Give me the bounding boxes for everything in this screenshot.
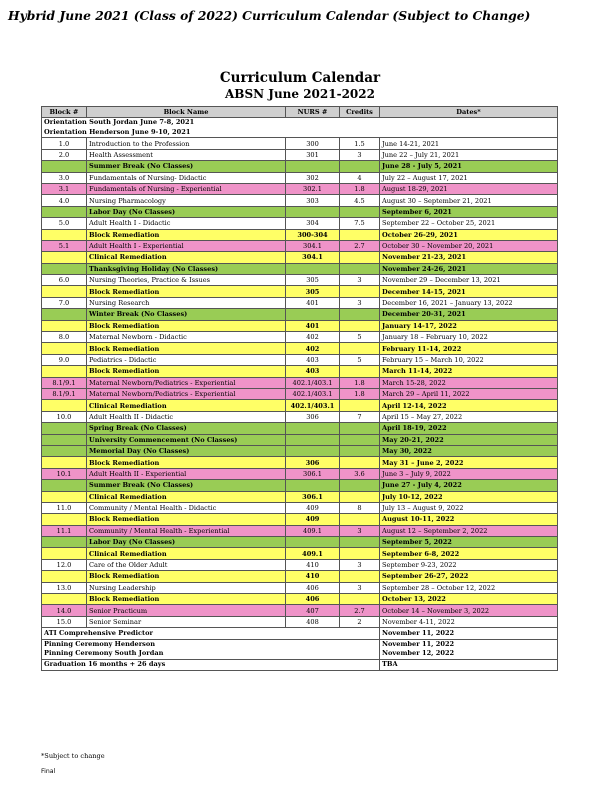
- summary-date: November 11, 2022: [382, 628, 455, 637]
- block-name-cell: Nursing Theories, Practice & Issues: [87, 275, 286, 286]
- calendar-subtitle: ABSN June 2021-2022: [225, 87, 375, 101]
- summary-label-cell: [42, 659, 380, 670]
- block-cell: 5.1: [42, 240, 87, 251]
- credits-cell: [340, 423, 380, 434]
- nurs-cell: [286, 480, 340, 491]
- block-cell: 15.0: [42, 616, 87, 627]
- block-cell: [42, 309, 87, 320]
- credits-cell: 2.7: [340, 240, 380, 251]
- nurs-cell: 402.1/403.1: [286, 388, 340, 399]
- block-name-cell: Winter Break (No Classes): [87, 309, 286, 320]
- final-label: Final: [41, 768, 56, 775]
- block-name-cell: Block Remediation: [87, 457, 286, 468]
- nurs-cell: 401: [286, 297, 340, 308]
- dates-cell: June 22 – July 21, 2021: [380, 149, 558, 160]
- table-row: [42, 332, 558, 343]
- dates-cell: March 11-14, 2022: [380, 366, 558, 377]
- orientation-row: [42, 118, 558, 138]
- block-cell: [42, 366, 87, 377]
- nurs-cell: 303: [286, 195, 340, 206]
- dates-cell: July 22 – August 17, 2021: [380, 172, 558, 183]
- block-name-cell: University Commencement (No Classes): [87, 434, 286, 445]
- block-name-cell: Adult Health I - Didactic: [87, 218, 286, 229]
- nurs-cell: [286, 161, 340, 172]
- nurs-cell: 407: [286, 605, 340, 616]
- block-name-cell: Block Remediation: [87, 320, 286, 331]
- block-cell: 8.0: [42, 332, 87, 343]
- dates-cell: October 13, 2022: [380, 594, 558, 605]
- block-name-cell: Labor Day (No Classes): [87, 537, 286, 548]
- credits-cell: 3: [340, 582, 380, 593]
- block-name-cell: Nursing Leadership: [87, 582, 286, 593]
- credits-cell: [340, 480, 380, 491]
- nurs-cell: 402: [286, 343, 340, 354]
- credits-cell: 3: [340, 525, 380, 536]
- dates-cell: January 18 – February 10, 2022: [380, 332, 558, 343]
- dates-cell: April 18-19, 2022: [380, 423, 558, 434]
- block-name-cell: Clinical Remediation: [87, 548, 286, 559]
- nurs-cell: 306: [286, 411, 340, 422]
- nurs-cell: [286, 423, 340, 434]
- table-row: [42, 559, 558, 570]
- block-cell: [42, 252, 87, 263]
- block-name-cell: Block Remediation: [87, 514, 286, 525]
- block-cell: [42, 286, 87, 297]
- block-cell: [42, 514, 87, 525]
- block-cell: 4.0: [42, 195, 87, 206]
- dates-cell: September 28 – October 12, 2022: [380, 582, 558, 593]
- nurs-cell: 403: [286, 366, 340, 377]
- dates-cell: May 20-21, 2022: [380, 434, 558, 445]
- table-row: [42, 366, 558, 377]
- credits-cell: [340, 286, 380, 297]
- block-cell: [42, 594, 87, 605]
- orientation-south-jordan: Orientation South Jordan June 7-8, 2021: [44, 118, 195, 127]
- credits-cell: 1.8: [340, 388, 380, 399]
- summary-label-cell: [42, 628, 380, 639]
- nurs-cell: 409.1: [286, 525, 340, 536]
- summary-label-cell: [42, 639, 380, 659]
- dates-cell: April 12-14, 2022: [380, 400, 558, 411]
- table-row: [42, 616, 558, 627]
- credits-cell: 8: [340, 502, 380, 513]
- credits-cell: 3: [340, 297, 380, 308]
- credits-cell: 5: [340, 332, 380, 343]
- block-name-cell: Fundamentals of Nursing - Experiential: [87, 183, 286, 194]
- summary-row: [42, 628, 558, 639]
- dates-cell: August 10-11, 2022: [380, 514, 558, 525]
- summary-date: November 11, 2022: [382, 639, 455, 648]
- summary-row: [42, 659, 558, 670]
- block-cell: 8.1/9.1: [42, 377, 87, 388]
- credits-cell: [340, 206, 380, 217]
- nurs-cell: 306: [286, 457, 340, 468]
- credits-cell: [340, 229, 380, 240]
- table-row: [42, 354, 558, 365]
- dates-cell: March 29 – April 11, 2022: [380, 388, 558, 399]
- credits-cell: [340, 514, 380, 525]
- nurs-cell: 408: [286, 616, 340, 627]
- col-credits: Credits: [340, 107, 380, 118]
- block-name-cell: Adult Health II - Experiential: [87, 468, 286, 479]
- table-row: [42, 594, 558, 605]
- dates-cell: May 31 – June 2, 2022: [380, 457, 558, 468]
- table-row: [42, 388, 558, 399]
- summary-label: Pinning Ceremony Henderson: [44, 639, 156, 648]
- credits-cell: 3: [340, 275, 380, 286]
- block-name-cell: Summer Break (No Classes): [87, 480, 286, 491]
- block-cell: 3.1: [42, 183, 87, 194]
- block-name-cell: Adult Health II - Didactic: [87, 411, 286, 422]
- credits-cell: [340, 457, 380, 468]
- table-row: [42, 468, 558, 479]
- nurs-cell: 302: [286, 172, 340, 183]
- block-name-cell: Clinical Remediation: [87, 400, 286, 411]
- table-row: [42, 183, 558, 194]
- nurs-cell: 406: [286, 594, 340, 605]
- block-name-cell: Labor Day (No Classes): [87, 206, 286, 217]
- block-name-cell: Thanksgiving Holiday (No Classes): [87, 263, 286, 274]
- block-name-cell: Spring Break (No Classes): [87, 423, 286, 434]
- summary-label: Graduation 16 months + 26 days: [44, 660, 166, 669]
- table-row: [42, 548, 558, 559]
- dates-cell: August 12 – September 2, 2022: [380, 525, 558, 536]
- block-cell: 13.0: [42, 582, 87, 593]
- summary-label: ATI Comprehensive Predictor: [44, 628, 153, 637]
- nurs-cell: 409: [286, 514, 340, 525]
- table-row: [42, 229, 558, 240]
- table-row: [42, 252, 558, 263]
- nurs-cell: 406: [286, 582, 340, 593]
- credits-cell: [340, 263, 380, 274]
- table-row: [42, 343, 558, 354]
- block-name-cell: Community / Mental Health - Didactic: [87, 502, 286, 513]
- dates-cell: August 30 – September 21, 2021: [380, 195, 558, 206]
- table-row: [42, 525, 558, 536]
- block-name-cell: Summer Break (No Classes): [87, 161, 286, 172]
- col-nurs: NURS #: [286, 107, 340, 118]
- block-cell: [42, 229, 87, 240]
- block-name-cell: Memorial Day (No Classes): [87, 445, 286, 456]
- block-name-cell: Maternal Newborn/Pediatrics - Experiential: [87, 388, 286, 399]
- nurs-cell: 402: [286, 332, 340, 343]
- dates-cell: May 30, 2022: [380, 445, 558, 456]
- block-cell: [42, 400, 87, 411]
- nurs-cell: 401: [286, 320, 340, 331]
- dates-cell: February 15 – March 10, 2022: [380, 354, 558, 365]
- block-name-cell: Health Assessment: [87, 149, 286, 160]
- block-cell: 14.0: [42, 605, 87, 616]
- nurs-cell: [286, 206, 340, 217]
- dates-cell: April 15 – May 27, 2022: [380, 411, 558, 422]
- table-row: [42, 240, 558, 251]
- nurs-cell: 304.1: [286, 252, 340, 263]
- block-name-cell: Nursing Pharmacology: [87, 195, 286, 206]
- block-name-cell: Block Remediation: [87, 571, 286, 582]
- credits-cell: [340, 320, 380, 331]
- dates-cell: September 9-23, 2022: [380, 559, 558, 570]
- block-cell: [42, 480, 87, 491]
- credits-cell: [340, 366, 380, 377]
- block-cell: [42, 423, 87, 434]
- block-cell: [42, 457, 87, 468]
- table-row: [42, 275, 558, 286]
- nurs-cell: 410: [286, 559, 340, 570]
- block-cell: 9.0: [42, 354, 87, 365]
- table-row: [42, 502, 558, 513]
- dates-cell: October 26-29, 2021: [380, 229, 558, 240]
- credits-cell: 4: [340, 172, 380, 183]
- credits-cell: [340, 161, 380, 172]
- credits-cell: [340, 491, 380, 502]
- dates-cell: September 5, 2022: [380, 537, 558, 548]
- table-row: [42, 309, 558, 320]
- table-row: [42, 286, 558, 297]
- nurs-cell: [286, 445, 340, 456]
- table-row: [42, 434, 558, 445]
- block-cell: 12.0: [42, 559, 87, 570]
- block-cell: [42, 161, 87, 172]
- table-row: [42, 377, 558, 388]
- table-row: [42, 514, 558, 525]
- table-row: [42, 263, 558, 274]
- credits-cell: [340, 343, 380, 354]
- block-cell: 6.0: [42, 275, 87, 286]
- block-cell: [42, 445, 87, 456]
- table-row: [42, 195, 558, 206]
- dates-cell: December 20-31, 2021: [380, 309, 558, 320]
- table-row: [42, 138, 558, 149]
- nurs-cell: [286, 537, 340, 548]
- nurs-cell: 301: [286, 149, 340, 160]
- credits-cell: 2: [340, 616, 380, 627]
- block-name-cell: Block Remediation: [87, 343, 286, 354]
- nurs-cell: 409: [286, 502, 340, 513]
- credits-cell: [340, 400, 380, 411]
- table-row: [42, 537, 558, 548]
- nurs-cell: 409.1: [286, 548, 340, 559]
- nurs-cell: [286, 309, 340, 320]
- block-cell: 3.0: [42, 172, 87, 183]
- dates-cell: November 4-11, 2022: [380, 616, 558, 627]
- summary-dates-cell: [380, 628, 558, 639]
- dates-cell: September 22 – October 25, 2021: [380, 218, 558, 229]
- block-name-cell: Clinical Remediation: [87, 252, 286, 263]
- block-name-cell: Senior Practicum: [87, 605, 286, 616]
- nurs-cell: 410: [286, 571, 340, 582]
- block-cell: 1.0: [42, 138, 87, 149]
- nurs-cell: [286, 434, 340, 445]
- dates-cell: November 24-26, 2021: [380, 263, 558, 274]
- nurs-cell: 305: [286, 275, 340, 286]
- summary-date: November 12, 2022: [382, 649, 455, 658]
- nurs-cell: 402.1/403.1: [286, 400, 340, 411]
- dates-cell: January 14-17, 2022: [380, 320, 558, 331]
- col-block: Block #: [42, 107, 87, 118]
- nurs-cell: 306.1: [286, 491, 340, 502]
- nurs-cell: 403: [286, 354, 340, 365]
- block-cell: 8.1/9.1: [42, 388, 87, 399]
- credits-cell: 7: [340, 411, 380, 422]
- calendar-title: Curriculum Calendar: [219, 70, 381, 86]
- table-row: [42, 149, 558, 160]
- block-cell: [42, 343, 87, 354]
- credits-cell: 1.8: [340, 183, 380, 194]
- nurs-cell: 300: [286, 138, 340, 149]
- table-row: [42, 218, 558, 229]
- block-name-cell: Fundamentals of Nursing- Didactic: [87, 172, 286, 183]
- block-cell: 11.0: [42, 502, 87, 513]
- table-row: [42, 582, 558, 593]
- table-row: [42, 605, 558, 616]
- table-row: [42, 457, 558, 468]
- summary-dates-cell: [380, 639, 558, 659]
- dates-cell: February 11-14, 2022: [380, 343, 558, 354]
- table-row: [42, 445, 558, 456]
- credits-cell: 4.5: [340, 195, 380, 206]
- block-cell: [42, 571, 87, 582]
- block-cell: [42, 548, 87, 559]
- dates-cell: September 6-8, 2022: [380, 548, 558, 559]
- table-row: [42, 172, 558, 183]
- credits-cell: 1.5: [340, 138, 380, 149]
- dates-cell: March 15-28, 2022: [380, 377, 558, 388]
- nurs-cell: 304.1: [286, 240, 340, 251]
- dates-cell: November 29 – December 13, 2021: [380, 275, 558, 286]
- table-row: [42, 411, 558, 422]
- table-row: [42, 297, 558, 308]
- block-cell: [42, 206, 87, 217]
- table-row: [42, 206, 558, 217]
- credits-cell: 3: [340, 559, 380, 570]
- nurs-cell: 305: [286, 286, 340, 297]
- table-row: [42, 480, 558, 491]
- block-name-cell: Clinical Remediation: [87, 491, 286, 502]
- dates-cell: November 21-23, 2021: [380, 252, 558, 263]
- block-cell: 5.0: [42, 218, 87, 229]
- block-name-cell: Adult Health I - Experiential: [87, 240, 286, 251]
- curriculum-table: [41, 106, 558, 671]
- credits-cell: [340, 309, 380, 320]
- credits-cell: 3: [340, 149, 380, 160]
- block-name-cell: Introduction to the Profession: [87, 138, 286, 149]
- footnote: *Subject to change: [41, 752, 105, 760]
- table-row: [42, 571, 558, 582]
- block-name-cell: Block Remediation: [87, 594, 286, 605]
- credits-cell: 5: [340, 354, 380, 365]
- block-cell: 2.0: [42, 149, 87, 160]
- nurs-cell: 304: [286, 218, 340, 229]
- dates-cell: June 14-21, 2021: [380, 138, 558, 149]
- block-cell: 10.0: [42, 411, 87, 422]
- table-row: [42, 423, 558, 434]
- dates-cell: July 10-12, 2022: [380, 491, 558, 502]
- credits-cell: [340, 434, 380, 445]
- orientation-henderson: Orientation Henderson June 9-10, 2021: [44, 127, 191, 136]
- dates-cell: September 26-27, 2022: [380, 571, 558, 582]
- credits-cell: 3.6: [340, 468, 380, 479]
- summary-row: [42, 639, 558, 659]
- summary-label: Pinning Ceremony South Jordan: [44, 649, 164, 658]
- credits-cell: [340, 571, 380, 582]
- nurs-cell: 300-304: [286, 229, 340, 240]
- block-cell: [42, 263, 87, 274]
- summary-dates-cell: [380, 659, 558, 670]
- table-row: [42, 320, 558, 331]
- block-name-cell: Senior Seminar: [87, 616, 286, 627]
- block-name-cell: Nursing Research: [87, 297, 286, 308]
- dates-cell: December 14-15, 2021: [380, 286, 558, 297]
- dates-cell: August 18-29, 2021: [380, 183, 558, 194]
- credits-cell: [340, 548, 380, 559]
- block-name-cell: Pediatrics - Didactic: [87, 354, 286, 365]
- block-name-cell: Care of the Older Adult: [87, 559, 286, 570]
- credits-cell: 1.8: [340, 377, 380, 388]
- dates-cell: October 30 – November 20, 2021: [380, 240, 558, 251]
- block-cell: [42, 491, 87, 502]
- credits-cell: [340, 445, 380, 456]
- credits-cell: [340, 252, 380, 263]
- nurs-cell: 302.1: [286, 183, 340, 194]
- block-name-cell: Maternal Newborn - Didactic: [87, 332, 286, 343]
- block-cell: 7.0: [42, 297, 87, 308]
- block-name-cell: Community / Mental Health - Experiential: [87, 525, 286, 536]
- block-cell: 11.1: [42, 525, 87, 536]
- dates-cell: July 13 – August 9, 2022: [380, 502, 558, 513]
- col-block-name: Block Name: [87, 107, 286, 118]
- dates-cell: June 27 - July 4, 2022: [380, 480, 558, 491]
- table-row: [42, 400, 558, 411]
- nurs-cell: 402.1/403.1: [286, 377, 340, 388]
- nurs-cell: 306.1: [286, 468, 340, 479]
- dates-cell: June 28 - July 5, 2021: [380, 161, 558, 172]
- block-cell: 10.1: [42, 468, 87, 479]
- nurs-cell: [286, 263, 340, 274]
- dates-cell: December 16, 2021 – January 13, 2022: [380, 297, 558, 308]
- block-name-cell: Block Remediation: [87, 286, 286, 297]
- credits-cell: 7.5: [340, 218, 380, 229]
- dates-cell: June 3 – July 9, 2022: [380, 468, 558, 479]
- dates-cell: October 14 – November 3, 2022: [380, 605, 558, 616]
- col-dates: Dates*: [380, 107, 558, 118]
- table-row: [42, 491, 558, 502]
- block-name-cell: Block Remediation: [87, 229, 286, 240]
- block-name-cell: Block Remediation: [87, 366, 286, 377]
- block-name-cell: Maternal Newborn/Pediatrics - Experiential: [87, 377, 286, 388]
- block-cell: [42, 434, 87, 445]
- document-title: Hybrid June 2021 (Class of 2022) Curriculum Calendar (Subject to Change): [8, 8, 531, 23]
- block-cell: [42, 320, 87, 331]
- table-row: [42, 161, 558, 172]
- credits-cell: 2.7: [340, 605, 380, 616]
- credits-cell: [340, 537, 380, 548]
- summary-date: TBA: [382, 660, 398, 669]
- block-cell: [42, 537, 87, 548]
- dates-cell: September 6, 2021: [380, 206, 558, 217]
- credits-cell: [340, 594, 380, 605]
- table-header-row: [42, 107, 558, 118]
